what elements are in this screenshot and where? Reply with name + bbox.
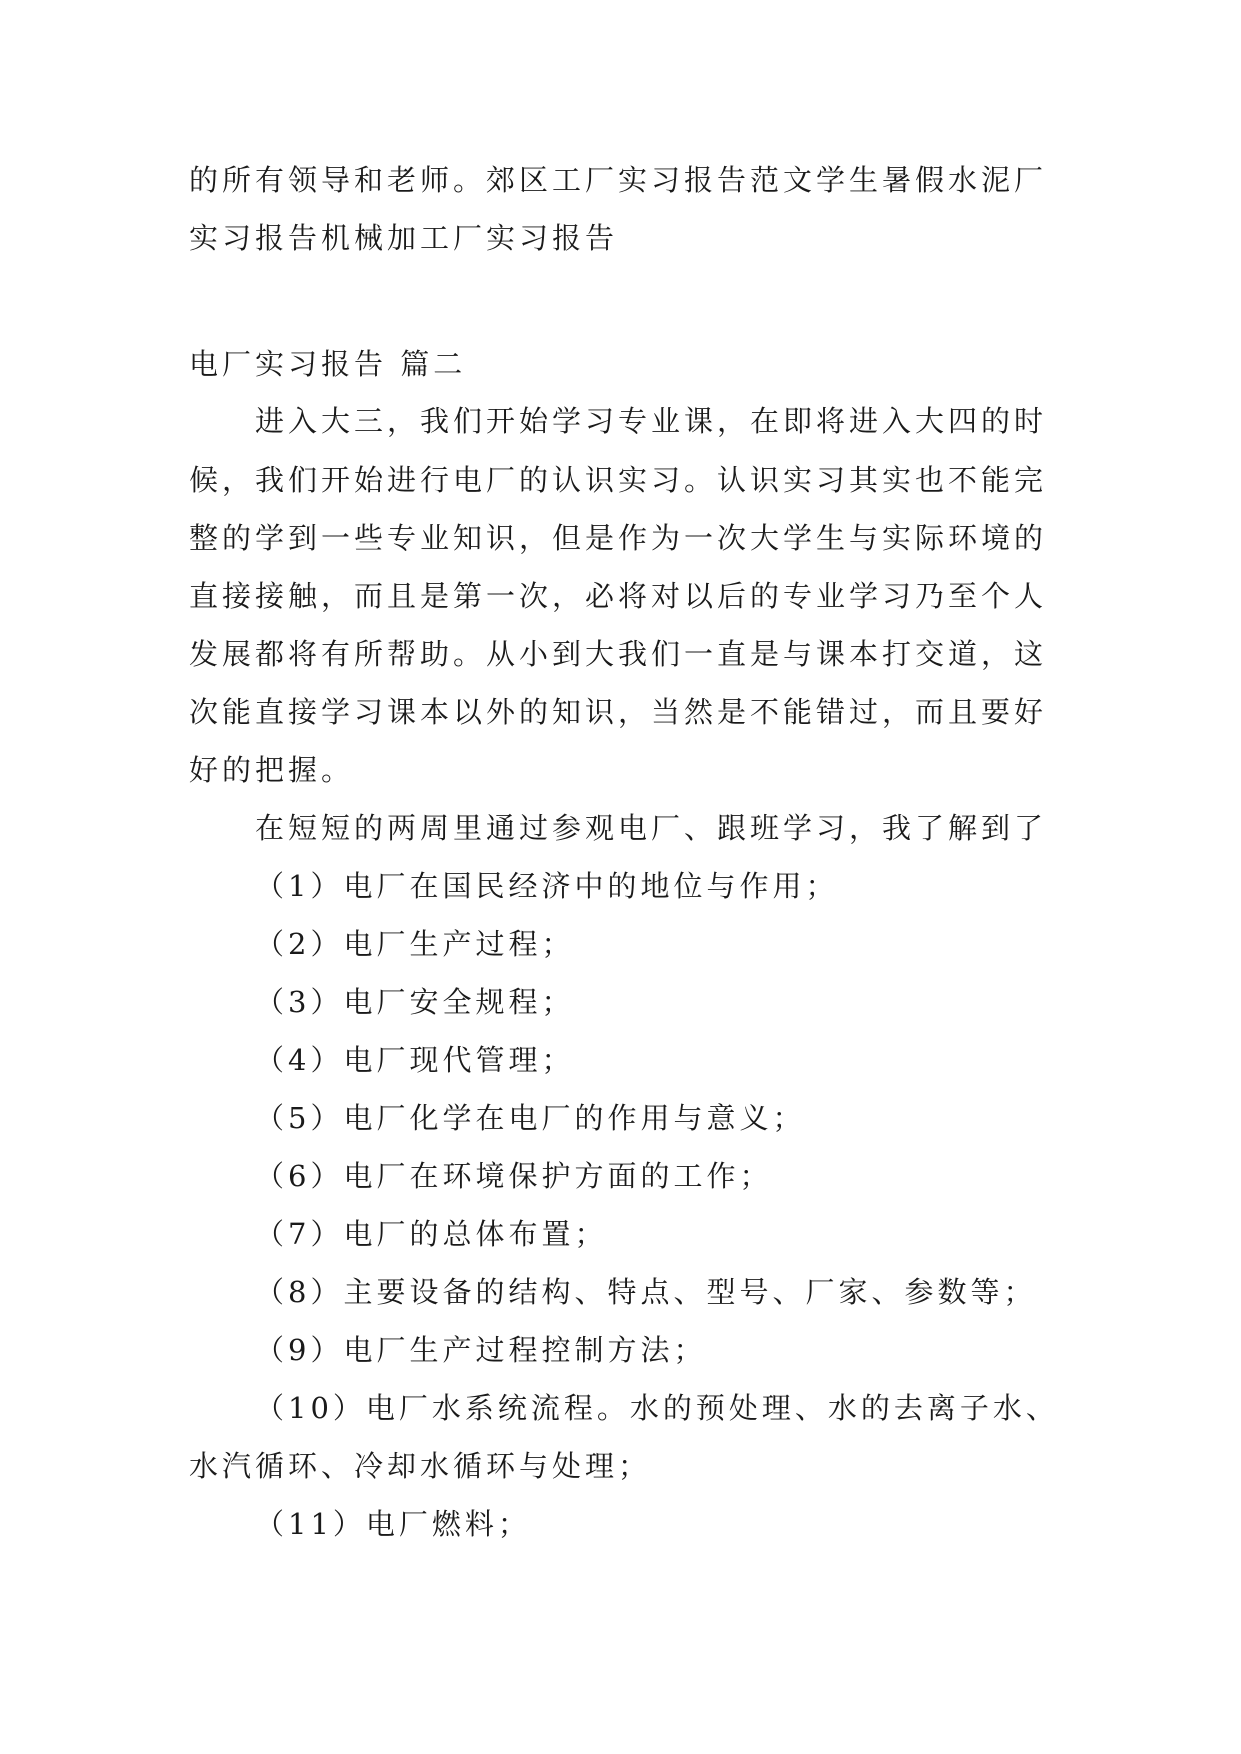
section-heading: 电厂实习报告 篇二	[189, 347, 467, 381]
paragraph-1-line-2: 候，我们开始进行电厂的认识实习。认识实习其实也不能完	[189, 463, 1048, 497]
list-item: （6）电厂在环境保护方面的工作；	[255, 1159, 773, 1193]
continuation-line-2: 实习报告机械加工厂实习报告	[189, 221, 619, 255]
list-item: （1）电厂在国民经济中的地位与作用；	[255, 869, 839, 903]
list-item: （4）电厂现代管理；	[255, 1043, 575, 1077]
paragraph-1-line-3: 整的学到一些专业知识，但是作为一次大学生与实际环境的	[189, 521, 1048, 555]
paragraph-1-line-6: 次能直接学习课本以外的知识，当然是不能错过，而且要好	[189, 695, 1048, 729]
list-item: （3）电厂安全规程；	[255, 985, 575, 1019]
paragraph-1-line-7: 好的把握。	[189, 753, 355, 787]
list-item: （7）电厂的总体布置；	[255, 1217, 608, 1251]
list-item: （5）电厂化学在电厂的作用与意义；	[255, 1101, 806, 1135]
list-item: （11）电厂燃料；	[255, 1507, 531, 1541]
list-item: （10）电厂水系统流程。水的预处理、水的去离子水、	[255, 1391, 1059, 1425]
paragraph-2: 在短短的两周里通过参观电厂、跟班学习，我了解到了	[255, 811, 1048, 845]
list-item: （8）主要设备的结构、特点、型号、厂家、参数等；	[255, 1275, 1037, 1309]
paragraph-1-line-4: 直接接触，而且是第一次，必将对以后的专业学习乃至个人	[189, 579, 1048, 613]
paragraph-1-line-5: 发展都将有所帮助。从小到大我们一直是与课本打交道，这	[189, 637, 1048, 671]
paragraph-1-line-1: 进入大三，我们开始学习专业课，在即将进入大四的时	[255, 404, 1048, 438]
list-item-continuation: 水汽循环、冷却水循环与处理；	[189, 1449, 652, 1483]
list-item: （2）电厂生产过程；	[255, 927, 575, 961]
list-item: （9）电厂生产过程控制方法；	[255, 1333, 707, 1367]
continuation-line-1: 的所有领导和老师。郊区工厂实习报告范文学生暑假水泥厂	[189, 163, 1048, 197]
